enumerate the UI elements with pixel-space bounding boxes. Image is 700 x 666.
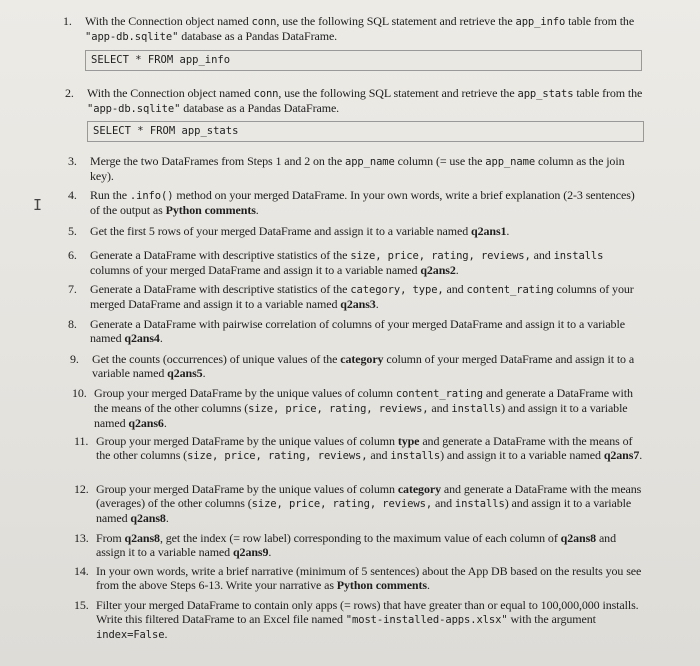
step-text: installs	[390, 450, 441, 462]
step-text: category, type,	[350, 284, 444, 296]
step-text: table from the	[573, 86, 643, 100]
step-text: conn	[253, 88, 279, 100]
step-text: and	[428, 401, 452, 415]
step-text: column as the join key).	[90, 154, 625, 183]
step-text: q2ans7	[603, 448, 640, 462]
step-2	[65, 86, 647, 116]
step-text: and	[443, 282, 467, 296]
step-text: columns of your merged DataFrame and assign it to a variable named	[90, 282, 634, 311]
step-6	[68, 248, 645, 277]
step-text: table from the	[565, 14, 635, 28]
step-1	[63, 14, 645, 44]
step-text: ) and assign it to a variable named	[94, 401, 628, 430]
step-number: 3.	[68, 154, 77, 168]
step-text: , use the following SQL statement and retrieve the	[276, 14, 516, 28]
sql-box-1: SELECT * FROM app_info	[85, 50, 642, 71]
step-11	[74, 434, 647, 463]
step-text: installs	[454, 498, 505, 510]
step-4	[68, 188, 645, 217]
step-number: 10.	[72, 386, 87, 400]
step-text: app_name	[344, 156, 395, 168]
step-text: ) and assign it to a variable named	[96, 496, 632, 525]
step-text: column (= use the	[394, 154, 486, 168]
step-text: category	[397, 482, 441, 496]
step-text: and generate a DataFrame with the means of the other columns (	[94, 386, 633, 415]
step-text: and	[530, 248, 554, 262]
step-5	[68, 224, 645, 238]
step-text: columns of your merged DataFrame and assign it to a variable named	[90, 263, 421, 277]
step-7	[68, 282, 645, 311]
step-number: 13.	[74, 531, 89, 545]
step-text: Python comments	[165, 203, 256, 217]
step-text: , get the index (= row label) corresponding to the maximum value of each column of	[159, 531, 561, 545]
step-number: 9.	[70, 352, 79, 366]
step-text: q2ans2	[420, 263, 456, 277]
step-text: .	[165, 511, 169, 525]
step-text: Merge the two DataFrames from Steps 1 and 2 on the	[90, 154, 345, 168]
step-text: q2ans8	[130, 511, 166, 525]
step-14	[74, 564, 647, 592]
step-text: and	[432, 496, 455, 510]
step-text: installs	[451, 403, 502, 415]
step-8	[68, 317, 645, 345]
step-text: q2ans1	[471, 224, 507, 238]
step-text: Get the counts (occurrences) of unique values of the	[92, 352, 341, 366]
step-number: 15.	[74, 598, 89, 612]
step-text: From	[96, 531, 125, 545]
step-text: .	[255, 203, 259, 217]
step-text: .	[159, 331, 163, 345]
step-text: q2ans3	[340, 297, 376, 311]
step-text: app_info	[515, 16, 566, 28]
step-text: q2ans8	[124, 531, 160, 545]
step-number: 5.	[68, 224, 77, 238]
step-text: Generate a DataFrame with pairwise correlation of columns of your merged DataFrame and assign it to a variable named	[90, 317, 625, 345]
step-number: 1.	[63, 14, 72, 28]
step-text: column of your merged DataFrame and assign it to a variable named	[92, 352, 635, 380]
sql-box-2: SELECT * FROM app_stats	[87, 121, 644, 142]
step-text: Python comments	[336, 578, 427, 592]
step-text: with the argument	[507, 612, 596, 626]
step-text: "most-installed-apps.xlsx"	[345, 614, 508, 626]
step-text: content_rating	[395, 388, 483, 400]
step-text: database as a Pandas DataFrame.	[178, 29, 338, 43]
step-number: 14.	[74, 564, 89, 578]
step-15	[74, 598, 647, 642]
step-text: size, price, rating, reviews,	[248, 403, 429, 415]
step-text: Generate a DataFrame with descriptive statistics of the	[90, 282, 351, 296]
step-number: 2.	[65, 86, 74, 100]
step-text: Generate a DataFrame with descriptive statistics of the	[90, 248, 351, 262]
step-text: and assign it to a variable named	[96, 531, 616, 559]
step-text: and generate a DataFrame with the means of the other columns (	[96, 434, 633, 462]
step-text: content_rating	[466, 284, 554, 296]
step-text: .	[506, 224, 510, 238]
step-text: size, price, rating, reviews,	[350, 250, 531, 262]
step-9	[70, 352, 645, 380]
step-text: q2ans4	[124, 331, 160, 345]
step-text: size, price, rating, reviews,	[251, 498, 433, 510]
step-text: Group your merged DataFrame by the unique values of column	[94, 386, 396, 400]
step-text: "app-db.sqlite"	[87, 103, 181, 115]
step-13	[74, 531, 647, 559]
step-text: In your own words, write a brief narrative (minimum of 5 sentences) about the App DB based on the results you see from the above Steps 6-13. Write your narrative as	[96, 564, 642, 592]
step-text: .	[375, 297, 379, 311]
step-number: 12.	[74, 482, 89, 496]
step-text: and generate a DataFrame with the means (averages) of the other columns (	[96, 482, 642, 510]
step-text: With the Connection object named	[85, 14, 252, 28]
step-text: Run the	[90, 188, 130, 202]
step-text: conn	[251, 16, 277, 28]
step-number: 11.	[74, 434, 89, 448]
step-text: q2ans6	[128, 416, 164, 430]
text-cursor-icon: I	[33, 196, 43, 214]
step-text: , use the following SQL statement and retrieve the	[278, 86, 518, 100]
step-text: and	[367, 448, 391, 462]
step-text: Group your merged DataFrame by the unique values of column	[96, 482, 398, 496]
step-text: .	[268, 545, 272, 559]
step-text: .	[202, 366, 206, 380]
step-text: .	[426, 578, 430, 592]
step-text: With the Connection object named	[87, 86, 254, 100]
step-text: q2ans8	[560, 531, 597, 545]
step-text: q2ans5	[167, 366, 203, 380]
step-text: .info()	[129, 190, 174, 202]
step-text: method on your merged DataFrame. In your own words, write a brief explanation (2-3 sentences) of the output as	[90, 188, 635, 217]
step-text: Filter your merged DataFrame to contain only apps (= rows) that have greater than or equal to 100,000,000 installs. Write this filtered DataFrame to an Excel file named	[96, 598, 639, 626]
step-text: category	[340, 352, 384, 366]
step-12	[74, 482, 647, 525]
step-text: size, price, rating, reviews,	[187, 450, 368, 462]
step-text: q2ans9	[232, 545, 269, 559]
step-text: app_name	[485, 156, 536, 168]
step-number: 6.	[68, 248, 77, 262]
step-text: .	[163, 416, 167, 430]
step-text: Get the first 5 rows of your merged DataFrame and assign it to a variable named	[90, 224, 471, 238]
step-number: 7.	[68, 282, 77, 296]
step-text: app_stats	[517, 88, 574, 100]
step-text: database as a Pandas DataFrame.	[180, 101, 340, 115]
step-text: installs	[553, 250, 604, 262]
step-text: index=False	[96, 629, 165, 641]
step-text: type	[397, 434, 420, 448]
step-text: Group your merged DataFrame by the unique values of column	[96, 434, 398, 448]
step-text: .	[164, 627, 168, 641]
step-text: ) and assign it to a variable named	[440, 448, 604, 462]
step-number: 4.	[68, 188, 77, 202]
step-number: 8.	[68, 317, 77, 331]
step-text: .	[639, 448, 643, 462]
step-text: "app-db.sqlite"	[85, 31, 179, 43]
step-3	[68, 154, 645, 183]
step-text: .	[455, 263, 459, 277]
step-10	[72, 386, 647, 430]
